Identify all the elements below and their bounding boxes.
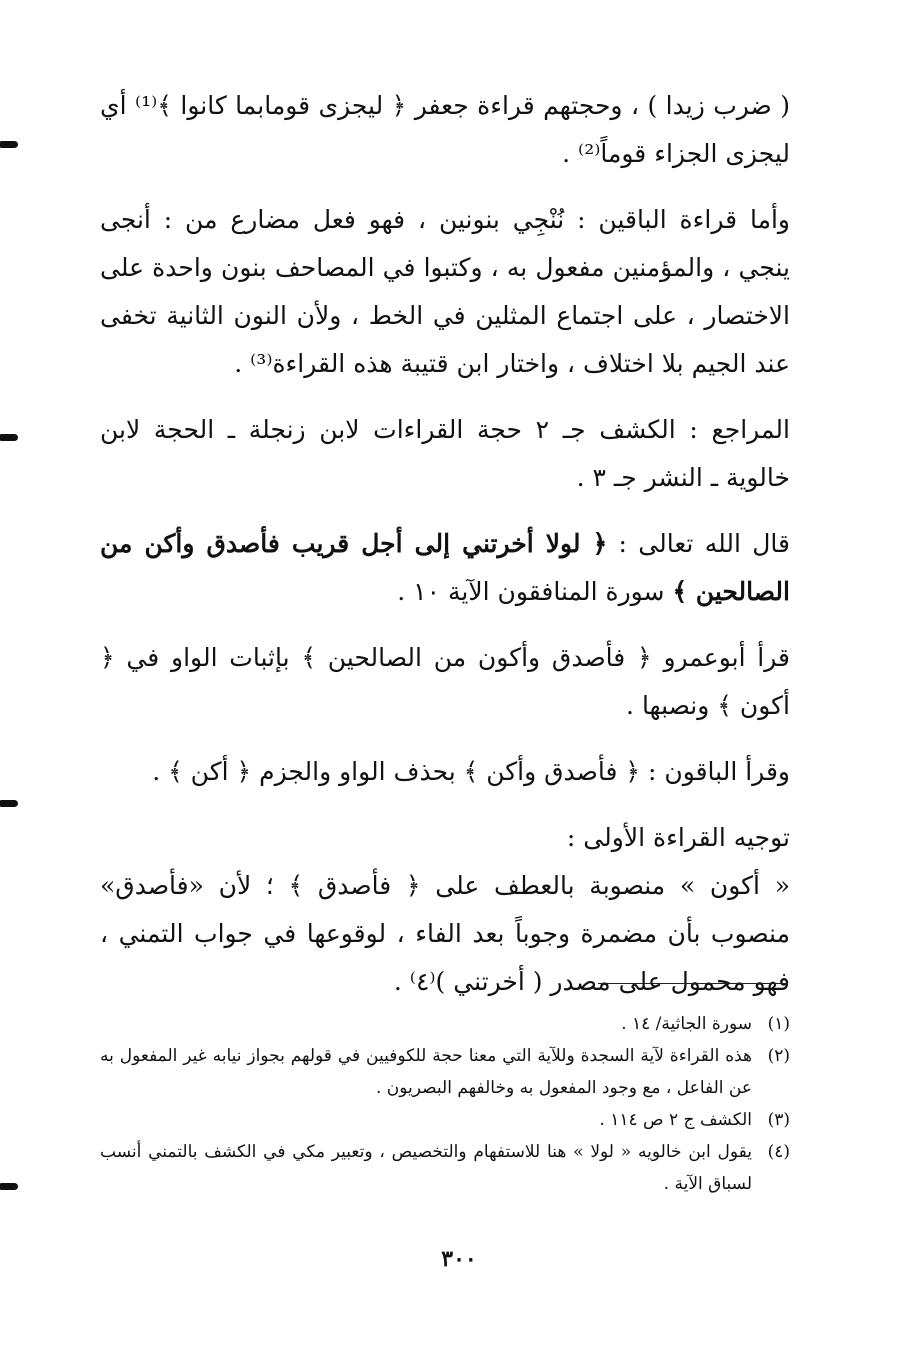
paragraph: « أكون » منصوبة بالعطف على ﴿ فأصدق ﴾ ؛ لأن «فأصدق» منصوب بأن مضمرة وجوباً بعد الفاء ، لوقوعها في جواب التمني ، فهو محمول على مصدر ( أخرتني )⁽٤⁾ . xyxy=(100,871,790,996)
scan-edge-mark xyxy=(0,141,18,148)
verse-intro: قال الله تعالى : xyxy=(607,529,790,558)
footnotes xyxy=(100,1008,790,1200)
scan-edge-mark xyxy=(0,1183,18,1190)
main-text xyxy=(100,82,790,1006)
paragraph: ( ضرب زيدا ) ، وحجتهم قراءة جعفر ﴿ ليجزى قومابما كانوا ﴾⁽¹⁾ أي ليجزى الجزاء قوماً⁽²⁾ . xyxy=(100,91,790,168)
footnote xyxy=(100,1008,790,1040)
footnote-divider xyxy=(598,983,788,984)
scan-edge-mark xyxy=(0,434,18,441)
footnote-text: يقول ابن خالويه « لولا » هنا للاستفهام والتخصيص ، وتعبير مكي في الكشف بالتمني أنسب لسباق الآية . xyxy=(100,1142,752,1194)
footnote-text: سورة الجاثية/ ١٤ . xyxy=(621,1014,752,1034)
section-heading: توجيه القراءة الأولى : xyxy=(566,823,790,852)
scan-edge-mark xyxy=(0,800,18,807)
footnote-text: هذه القراءة لآية السجدة وللآية التي معنا حجة للكوفيين في قولهم بجواز نيابه غير المفعول به عن الفاعل ، مع وجود المفعول به وخالفهم البصريون . xyxy=(100,1046,752,1098)
references-paragraph: المراجع : الكشف جـ ٢ حجة القراءات لابن زنجلة ـ الحجة لابن خالوية ـ النشر جـ ٣ . xyxy=(100,415,790,492)
verse-quote: ﴿ لولا أخرتني إلى أجل قريب فأصدق وأكن من الصالحين ﴾ xyxy=(100,529,790,606)
footnote xyxy=(100,1040,790,1104)
paragraph: وقرأ الباقون : ﴿ فأصدق وأكن ﴾ بحذف الواو والجزم ﴿ أكن ﴾ . xyxy=(152,757,790,786)
verse-paragraph xyxy=(100,520,790,616)
verse-reference: سورة المنافقون الآية ١٠ . xyxy=(397,577,673,606)
footnote xyxy=(100,1136,790,1200)
footnote-number: (١) xyxy=(767,1014,790,1034)
paragraph: وأما قراءة الباقين : نُنْجِي بنونين ، فهو فعل مضارع من : أنجى ينجي ، والمؤمنين مفعول به ، وكتبوا في المصاحف بنون واحدة على الاختصار ، على اجتماع المثلين في الخط ، ولأن النون الثانية تخفى عند الجيم بلا اختلاف ، واختار ابن قتيبة هذه القراءة⁽³⁾ . xyxy=(100,205,790,378)
footnote-text: الكشف ج ٢ ص ١١٤ . xyxy=(599,1110,752,1130)
footnote-number: (٤) xyxy=(767,1142,790,1162)
footnote-number: (٣) xyxy=(767,1110,790,1130)
paragraph: قرأ أبوعمرو ﴿ فأصدق وأكون من الصالحين ﴾ بإثبات الواو في ﴿ أكون ﴾ ونصبها . xyxy=(100,643,790,720)
page-number: ٣٠٠ xyxy=(441,1246,477,1272)
footnote-number: (٢) xyxy=(767,1046,790,1066)
footnote xyxy=(100,1104,790,1136)
